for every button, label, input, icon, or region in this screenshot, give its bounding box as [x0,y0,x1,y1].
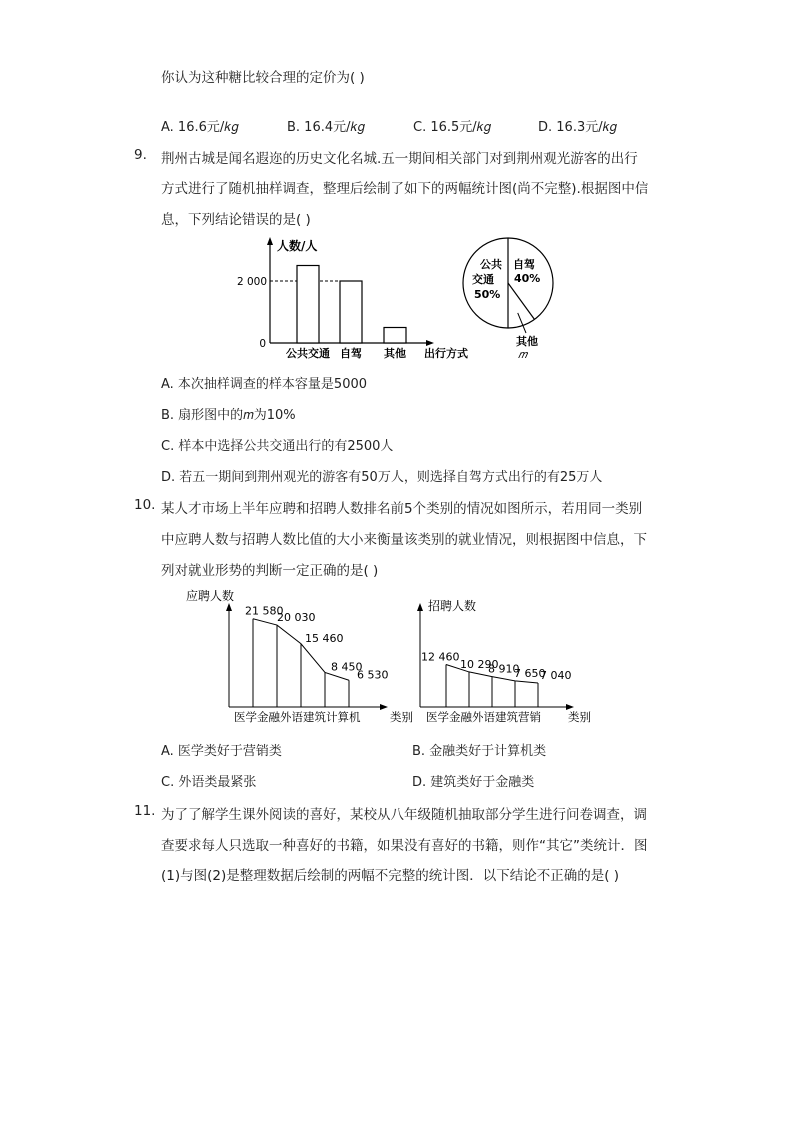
right-ylabel: 招聘人数 [428,599,477,613]
right-value-label-4: 7 650 [514,666,546,680]
bar-3 [384,328,406,344]
q11-number: 11. [134,803,156,819]
right-value-label-5: 7 040 [540,669,572,682]
q10-option-a[interactable]: A. 医学类好于营销类 [161,744,282,759]
q9-line-1: 荆州古城是闻名遐迩的历史文化名城.五一期间相关部门对到荆州观光游客的出行 [161,151,638,167]
bar-1 [297,266,319,344]
left-ylabel: 应聘人数 [186,589,235,603]
q8-option-b[interactable]: B. 16.4元/𝑘𝑔 [287,120,365,135]
left-value-label-3: 15 460 [305,631,344,645]
pie-public-name2: 交通 [472,273,494,286]
q10-number: 10. [134,497,156,513]
bar-cat-other: 其他 [384,347,406,360]
bar-x-arrow-icon [426,340,434,346]
q8-stem: 你认为这种糖比较合理的定价为( ) [161,70,365,86]
bar-2 [340,281,362,343]
q10-applicants-chart [186,585,413,730]
left-value-label-5: 6 530 [357,668,389,682]
right-value-label-2: 10 290 [460,657,499,671]
bar-xlabel: 出行方式 [424,347,468,360]
left-value-label-2: 20 030 [277,611,316,625]
pie-other-var: 𝑚 [518,348,527,361]
right-y-arrow-icon [417,603,423,611]
q8-option-d[interactable]: D. 16.3元/𝑘𝑔 [538,120,617,135]
q10-line-2: 中应聘人数与招聘人数比值的大小来衡量该类别的就业情况，则根据图中信息，下 [161,532,647,548]
q9-bar-chart [234,233,468,363]
left-categories: 医学金融外语建筑计算机 [234,710,361,724]
q8-option-c[interactable]: C. 16.5元/𝑘𝑔 [413,120,491,135]
q9-number: 9. [134,147,147,163]
q11-line-1: 为了了解学生课外阅读的喜好，某校从八年级随机抽取部分学生进行问卷调查，调 [161,807,647,823]
bar-y-arrow-icon [267,237,273,245]
left-xlabel: 类别 [390,710,413,724]
q9-pie-chart [460,233,570,363]
right-xlabel: 类别 [568,710,591,724]
pie-self-name: 自驾 [513,258,535,271]
pie-self-pct: 40% [514,272,541,285]
q9-line-2: 方式进行了随机抽样调查，整理后绘制了如下的两幅统计图(尚不完整).根据图中信 [161,181,649,197]
q9-option-d[interactable]: D. 若五一期间到荆州观光的游客有50万人，则选择自驾方式出行的有25万人 [161,470,603,485]
q10-openings-chart [398,585,598,730]
left-value-label-1: 21 580 [245,604,284,618]
q10-line-3: 列对就业形势的判断一定正确的是( ) [161,563,379,579]
right-value-label-3: 8 910 [488,662,520,676]
q8-option-a[interactable]: A. 16.6元/𝑘𝑔 [161,120,239,135]
q10-line-1: 某人才市场上半年应聘和招聘人数排名前5个类别的情况如图所示，若用同一类别 [161,501,643,517]
q9-option-c[interactable]: C. 样本中选择公共交通出行的有2500人 [161,439,394,454]
pie-public-name: 公共 [480,258,502,271]
right-value-label-1: 12 460 [421,650,460,664]
pie-public-pct: 50% [474,288,501,301]
left-value-label-4: 8 450 [331,660,363,674]
bar-ylabel: 人数/人 [277,239,318,253]
q9-option-b[interactable]: B. 扇形图中的𝑚为10% [161,408,296,423]
q10-option-c[interactable]: C. 外语类最紧张 [161,775,257,790]
q9-option-a[interactable]: A. 本次抽样调查的样本容量是5000 [161,377,368,392]
right-categories: 医学金融外语建筑营销 [426,710,541,724]
bar-tick-2000: 2 000 [236,276,267,288]
pie-other-name: 其他 [516,335,538,348]
bar-cat-public: 公共交通 [286,347,330,360]
q10-option-d[interactable]: D. 建筑类好于金融类 [412,775,535,790]
left-y-arrow-icon [226,603,232,611]
q10-option-b[interactable]: B. 金融类好于计算机类 [412,744,547,759]
left-x-arrow-icon [380,704,388,710]
bar-cat-self: 自驾 [340,347,362,360]
bar-origin: 0 [259,338,266,350]
q11-line-3: (1)与图(2)是整理数据后绘制的两幅不完整的统计图．以下结论不正确的是( ) [161,868,620,884]
q9-line-3: 息，下列结论错误的是( ) [161,212,311,228]
q11-line-2: 查要求每人只选取一种喜好的书籍，如果没有喜好的书籍，则作“其它”类统计．图 [161,838,648,854]
